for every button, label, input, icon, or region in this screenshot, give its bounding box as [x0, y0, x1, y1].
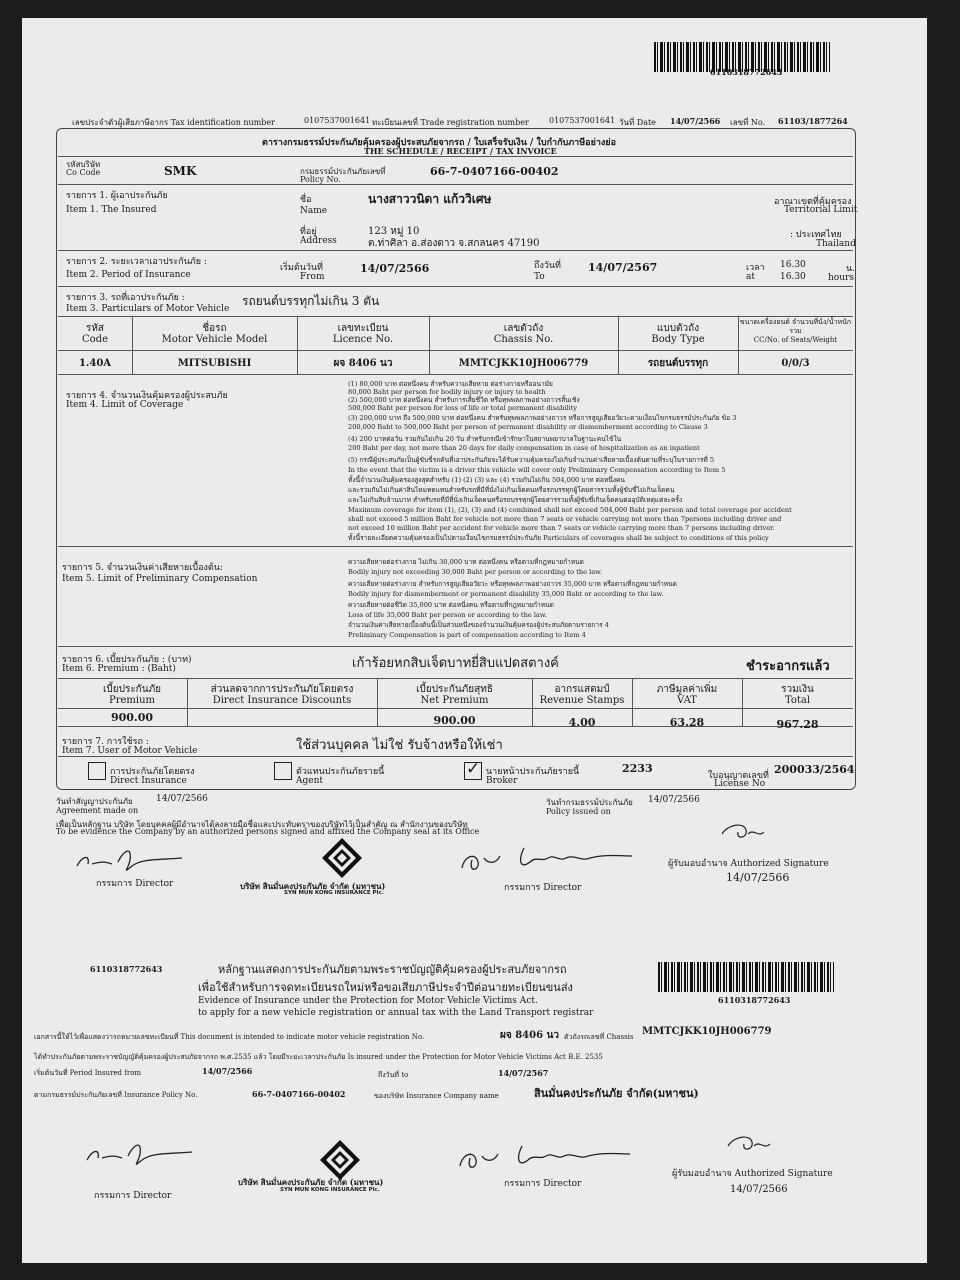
- vat-header: ภาษีมูลค่าเพิ่ม VAT: [656, 684, 718, 706]
- vehicle-licence: ผจ 8406 นว: [333, 358, 393, 369]
- evidence-company: สินมั่นคงประกันภัย จำกัด(มหาชน): [534, 1087, 699, 1100]
- broker-code: 2233: [622, 762, 653, 775]
- evidence-barcode-right-number: 6110318772643: [718, 995, 791, 1005]
- evidence-to: 14/07/2567: [498, 1068, 549, 1078]
- director-signature-2: [456, 840, 636, 876]
- vehicle-type: รถยนต์บรรทุกไม่เกิน 3 ตัน: [242, 294, 380, 308]
- policy-label-en: Policy No.: [300, 175, 341, 184]
- stamp-paid-note: ชำระอากรแล้ว: [746, 659, 830, 674]
- broker-label-en: Broker: [486, 776, 518, 786]
- time-unit-th: น.: [846, 264, 856, 274]
- vehicle-cc: 0/0/3: [781, 358, 810, 369]
- authorized-label-1: ผู้รับมอบอำนาจ Authorized Signature: [668, 859, 829, 869]
- check-mark-icon: ✓: [466, 759, 481, 779]
- evidence-policy-label: ตามกรมธรรม์ประกันภัยเลขที่ Insurance Policy No.: [34, 1091, 198, 1099]
- vehicle-header-cc: ขนาดเครื่องยนต์ จำนวนที่นั่ง/น้ำหนักรวม CC/No. of Seats/Weight: [739, 318, 852, 344]
- issued-label-th: วันทำกรมธรรม์ประกันภัย: [546, 798, 633, 807]
- agreement-date: 14/07/2566: [156, 794, 208, 804]
- evidence-statement-th: เพื่อเป็นหลักฐาน บริษัท โดยบุคคลผู้มีอำนาจได้ลงลายมือชื่อและประทับตราของบริษัทไว้เป็นสำคัญ ณ สำนักงานของบริษัท: [56, 820, 468, 829]
- evidence-statement-en: To be evidence the Company by an authorized persons signed and affixed the Company seal at its Office: [56, 827, 480, 836]
- item3-label-th: รายการ 3. รถที่เอาประกันภัย :: [66, 293, 185, 303]
- addr-label-th: ที่อยู่: [300, 227, 317, 237]
- total-value: 967.28: [776, 718, 819, 731]
- schedule-title-th: ตารางกรมธรรม์ประกันภัยคุ้มครองผู้ประสบภัยจากรถ / ใบเสร็จรับเงิน / ใบกำกับภาษีอย่างย่อ: [262, 138, 616, 148]
- tax-id-value: 0107537001641: [304, 116, 371, 125]
- item4-label-en: Item 4. Limit of Coverage: [66, 400, 184, 410]
- vehicle-header-chassis: เลขตัวถัง Chassis No.: [493, 323, 554, 345]
- vat-value: 63.28: [669, 716, 705, 729]
- company-name-th-1: บริษัท สินมั่นคงประกันภัย จำกัด (มหาชน): [240, 881, 386, 891]
- premium-header: เบี้ยประกันภัย Premium: [102, 684, 162, 706]
- trade-reg-value: 0107537001641: [549, 116, 616, 125]
- item1-label-en: Item 1. The Insured: [66, 205, 157, 215]
- evidence-title-th1: หลักฐานแสดงการประกันภัยตามพระราชบัญญัติคุ้มครองผู้ประสบภัยจากรถ: [218, 963, 567, 976]
- item4-label-th: รายการ 4. จำนวนเงินคุ้มครองผู้ประสบภัย: [66, 391, 228, 401]
- net-premium-header: เบี้ยประกันภัยสุทธิ Net Premium: [416, 684, 493, 706]
- insured-name: นางสาววนิดา แก้ววิเศษ: [368, 192, 492, 206]
- country-th: : ประเทศไทย: [790, 230, 842, 240]
- co-code-label-th: รหัสบริษัท: [66, 160, 101, 169]
- evidence-company-label: ของบริษัท Insurance Company name: [374, 1092, 499, 1100]
- vehicle-model: MITSUBISHI: [177, 358, 252, 369]
- item1-label-th: รายการ 1. ผู้เอาประกันภัย: [66, 191, 168, 201]
- director-signature-1: [72, 836, 192, 876]
- to-label-en: To: [534, 272, 545, 282]
- vehicle-chassis: MMTCJKK10JH006779: [458, 358, 589, 369]
- discount-header: ส่วนลดจากการประกันภัยโดยตรง Direct Insurance Discounts: [210, 684, 354, 706]
- policy-label-th: กรมธรรม์ประกันภัยเลขที่: [300, 167, 386, 176]
- direct-label-th: การประกันภัยโดยตรง: [110, 767, 195, 777]
- evidence-line2: ได้ทำประกันภัยตามพระราชบัญญัติคุ้มครองผู้ประสบภัยจากรถ พ.ศ.2535 แล้ว โดยมีระยะเวลาประกันภัย Is insured under the Protection for Motor Vehicle Victims Act B.E. 2535: [34, 1053, 603, 1061]
- tax-id-label: เลขประจำตัวผู้เสียภาษีอากร Tax identification number: [72, 118, 275, 127]
- time-from: 16.30: [780, 260, 806, 270]
- period-from: 14/07/2566: [360, 262, 430, 275]
- evidence-line1-prefix: เอกสารนี้ให้ไว้เพื่อแสดงว่ารถหมายเลขทะเบียนที่ This document is intended to indicate motor vehicle registration No.: [34, 1033, 425, 1041]
- issued-label-en: Policy issued on: [546, 807, 611, 816]
- from-label-th: เริ่มต้นวันที่: [280, 263, 323, 273]
- name-label-en: Name: [300, 206, 328, 216]
- authorized-date-2: 14/07/2566: [730, 1184, 788, 1195]
- evidence-title-en2: to apply for a new vehicle registration or annual tax with the Land Transport registrar: [198, 1008, 594, 1018]
- director-signature-3: [82, 1130, 202, 1170]
- company-name-th-2: บริษัท สินมั่นคงประกันภัย จำกัด (มหาชน): [238, 1177, 384, 1187]
- broker-checkbox[interactable]: [464, 759, 482, 780]
- license-label-th: ใบอนุญาตเลขที่: [708, 771, 769, 781]
- premium-value: 900.00: [110, 711, 154, 724]
- evidence-to-label: ถึงวันที่ to: [378, 1071, 409, 1079]
- doc-no-value: 61103/1877264: [778, 116, 848, 126]
- issued-date: 14/07/2566: [648, 795, 700, 805]
- vehicle-header-code: รหัส Code: [82, 323, 108, 345]
- doc-no-label: เลขที่ No.: [730, 118, 766, 127]
- item2-label-th: รายการ 2. ระยะเวลาเอาประกันภัย :: [66, 257, 207, 267]
- policy-no-value: 66-7-0407166-00402: [430, 165, 559, 178]
- time-to: 16.30: [780, 272, 806, 282]
- territory-label-th: อาณาเขตที่คุ้มครอง: [774, 197, 852, 207]
- addr-label-en: Address: [300, 236, 337, 246]
- item2-label-en: Item 2. Period of Insurance: [66, 270, 191, 280]
- evidence-chassis-label: ตัวถังรถเลขที่ Chassis: [564, 1033, 634, 1041]
- vehicle-body: รถยนต์บรรทุก: [647, 358, 709, 369]
- evidence-title-th2: เพื่อใช้สำหรับการจดทะเบียนรถใหม่หรือขอเสียภาษีประจำปีต่อนายทะเบียนขนส่ง: [198, 981, 573, 994]
- item3-label-en: Item 3. Particulars of Motor Vehicle: [66, 304, 230, 314]
- name-label-th: ชื่อ: [300, 195, 312, 205]
- evidence-title-en1: Evidence of Insurance under the Protection for Motor Vehicle Victims Act.: [198, 996, 538, 1006]
- director-label-2: กรรมการ Director: [504, 883, 582, 893]
- net-premium-value: 900.00: [433, 714, 476, 727]
- top-barcode-number: 6110318772643: [710, 67, 783, 77]
- item7-label-th: รายการ 7. การใช้รถ :: [62, 737, 149, 747]
- evidence-barcode-right: [658, 962, 834, 992]
- time-at: at: [746, 272, 755, 282]
- total-header: รวมเงิน Total: [781, 684, 814, 706]
- country-en: Thailand: [816, 239, 856, 249]
- date-label: วันที่ Date: [619, 118, 656, 127]
- company-logo-1: [320, 836, 364, 880]
- vehicle-header-body: แบบตัวถัง Body Type: [651, 323, 705, 345]
- evidence-policy: 66-7-0407166-00402: [252, 1089, 346, 1099]
- period-to: 14/07/2567: [588, 261, 658, 274]
- agent-label-th: ตัวแทนประกันภัยรายนี้: [296, 767, 385, 777]
- director-signature-4: [454, 1136, 634, 1176]
- item5-label-th: รายการ 5. จำนวนเงินค่าเสียหายเบื้องต้น:: [62, 563, 223, 573]
- to-label-th: ถึงวันที่: [534, 261, 561, 271]
- director-label-3: กรรมการ Director: [94, 1191, 172, 1201]
- date-value: 14/07/2566: [670, 116, 721, 126]
- from-label-en: From: [300, 272, 325, 282]
- director-label-1: กรรมการ Director: [96, 879, 174, 889]
- address-line1: 123 หมู่ 10: [368, 226, 420, 237]
- time-label-th: เวลา: [746, 263, 765, 273]
- director-label-4: กรรมการ Director: [504, 1179, 582, 1189]
- vehicle-header-licence: เลขทะเบียน Licence No.: [332, 323, 394, 345]
- item6-label-en: Item 6. Premium : (Baht): [62, 664, 176, 674]
- company-name-en-2: SYN MUN KONG INSURANCE Plc.: [280, 1187, 380, 1193]
- trade-reg-label: ทะเบียนเลขที่ Trade registration number: [372, 118, 529, 127]
- authorized-signature-2: [720, 1126, 780, 1156]
- premium-in-words: เก้าร้อยหกสิบเจ็ดบาทยี่สิบแปดสตางค์: [352, 656, 559, 671]
- territory-label-en: Territorial Limit: [784, 205, 858, 215]
- evidence-from-label: เริ่มต้นวันที่ Period Insured from: [34, 1069, 142, 1077]
- vehicle-use: ใช้ส่วนบุคคล ไม่ใช่ รับจ้างหรือให้เช่า: [296, 738, 503, 753]
- authorized-date-1: 14/07/2566: [726, 871, 790, 884]
- schedule-title-en: THE SCHEDULE / RECEIPT / TAX INVOICE: [364, 146, 557, 156]
- vehicle-header-model: ชื่อรถ Motor Vehicle Model: [161, 323, 268, 345]
- agreement-label-th: วันทำสัญญาประกันภัย: [56, 797, 133, 806]
- revenue-stamp-value: 4.00: [568, 716, 596, 729]
- evidence-plate: ผจ 8406 นว: [500, 1030, 559, 1041]
- item5-label-en: Item 5. Limit of Preliminary Compensation: [62, 574, 258, 584]
- item7-label-en: Item 7. User of Motor Vehicle: [62, 746, 198, 756]
- co-code-value: SMK: [164, 164, 197, 178]
- revenue-stamp-header: อากรแสตมป์ Revenue Stamps: [539, 684, 625, 706]
- authorized-label-2: ผู้รับมอบอำนาจ Authorized Signature: [672, 1169, 833, 1179]
- agreement-label-en: Agreement made on: [56, 806, 139, 815]
- item6-label-th: รายการ 6. เบี้ยประกันภัย : (บาท): [62, 655, 192, 665]
- vehicle-code: 1.40A: [78, 358, 112, 369]
- company-name-en-1: SYN MUN KONG INSURANCE Plc.: [284, 890, 384, 896]
- co-code-label-en: Co Code: [66, 168, 101, 177]
- broker-label-th: นายหน้าประกันภัยรายนี้: [486, 767, 580, 777]
- address-line2: ต.ท่าศิลา อ.ส่องดาว จ.สกลนคร 47190: [368, 238, 540, 249]
- policy-document: 6110318772643 เลขประจำตัวผู้เสียภาษีอากร Tax identification number 0107537001641 ทะเบียนเลขที่ Trade registration number 0107537001641 วันที่ Date 14/07/2566 เลขที่ No. 61103/1877264 ตารางกรมธรรม์ประกันภัยคุ้มครองผู้ประสบภัยจากรถ / ใบเสร็จรับเงิน / ใบกำกับภาษีอย่างย่อ THE SCHEDULE / RECEIPT / TAX INVOICE รหัสบริษัท Co Code SMK กรมธรรม์ประกันภัยเลขที่ Policy No. 66-7-0407166-00402 รายการ 1. ผู้เอาประกันภัย Item 1. The Insured ชื่อ Name นางสาววนิดา แก้ววิเศษ ที่อยู่ Address 123 หมู่ 10 ต.ท่าศิลา อ.ส่องดาว จ.สกลนคร 47190 อาณาเขตที่คุ้มครอง Territorial Limit : ประเทศไทย Thailand รายการ 2. ระยะเวลาเอาประกันภัย : Item 2. Period of Insurance เริ่มต้นวันที่ From 14/07/2566 ถึงวันที่ To 14/07/2567 เวลา 16.30 น. at 16.30 hours รายการ 3. รถที่เอาประกันภัย : Item 3. Particulars of Motor Vehicle รถยนต์บรรทุกไม่เกิน 3 ตัน รหัส Code ชื่อรถ Motor Vehicle Model เลขทะเบียน Licence No. เลขตัวถัง Chassis No. แบบตัวถัง Body Type ขนาดเครื่องยนต์ จำนวนที่นั่ง/น้ำหนักรวม CC/No. of Seats/Weight 1.40A MITSUBISHI ผจ 8406 นว MMTCJKK10JH006779 รถยนต์บรรทุก 0/0/3 รายการ 4. จำนวนเงินคุ้มครองผู้ประสบภัย Item 4. Limit of Coverage (1) 80,000 บาท ต่อหนึ่งคน สำหรับความเสียหาย ต่อร่างกายหรืออนามัย 80,000 Baht per person for bodily injury or injury to health (2) 500,000 บาท ต่อหนึ่งคน สำหรับการเสียชีวิต หรือทุพพลภาพอย่างถาวรสิ้นเชิง 500,000 Baht per person for loss of life or total permanent disability (3) 200,000 บาท ถึง 500,000 บาท ต่อหนึ่งคน สำหรับทุพพลภาพอย่างถาวร หรือการสูญเสียอวัยวะตามเงื่อนไขกรมธรรม์ประกันภัย ข้อ 3 200,000 Baht to 500,000 Baht per person of permanent disability or dismemberment according to Clause 3 (4) 200 บาทต่อวัน รวมกันไม่เกิน 20 วัน สำหรับกรณีเข้ารักษาในสถานพยาบาลในฐานะคนไข้ใน 200 Baht per day, not more than 20 days for daily compensation in case of hospitalization as an inpatient (5) กรณีผู้ประสบภัยเป็นผู้ขับขี่รถคันที่เอาประกันภัยจะได้รับความคุ้มครองไม่เกินจำนวนค่าเสียหายเบื้องต้นตามที่ระบุในรายการที่ 5 In the event that the victim is a driver this vehicle will cover only Preliminary Compensation according to Item 5 ทั้งนี้จำนวนเงินคุ้มครองสูงสุดสำหรับ (1) (2) (3) และ (4) รวมกันไม่เกิน 504,000 บาท ต่อหนึ่งคน และรวมกันไม่เกินค่าสินไหมทดแทนสำหรับรถที่มีที่นั่งไม่เกินเจ็ดคนหรือรถบรรทุกผู้โดยสารรวมทั้งผู้ขับขี่ไม่เกินเจ็ดคน และไม่เกินสิบล้านบาท สำหรับรถที่มีที่นั่งเกินเจ็ดคนหรือรถบรรทุกผู้โดยสารรวมทั้งผู้ขับขี่เกินเจ็ดคนต่ออุบัติเหตุแต่ละครั้ง Maximum coverage for item (1), (2), (3) and (4) combined shall not exceed 504,000 Baht per person and total coverage per accident shall not exceed 5 million Baht for vehicle not more than 7 seats or vehicle carrying not more than 7persons including driver and not exceed 10 million Baht per accident for vehicle more than 7 seats or vehicle carrying more than 7 persons including driver. ทั้งนี้รายละเอียดความคุ้มครองเป็นไปตามเงื่อนไขกรมธรรม์ประกันภัย Particulars of coverages shall be subject to conditions of this policy รายการ 5. จำนวนเงินค่าเสียหายเบื้องต้น: Item 5. Limit of Preliminary Compensation ความเสียหายต่อร่างกาย ไม่เกิน 30,000 บาท ต่อหนึ่งคน หรือตามที่กฎหมายกำหนด Bodily injury not exceeding 30,000 Baht per person or according to the law. ความเสียหายต่อร่างกาย สำหรับการสูญเสียอวัยวะ หรือทุพพลภาพอย่างถาวร 35,000 บาท หรือตามที่กฎหมายกำหนด Bodily injury for dismemberment or permanent disability 35,000 Baht or according to the law. ความเสียหายต่อชีวิต 35,000 บาท ต่อหนึ่งคน หรือตามที่กฎหมายกำหนด Loss of life 35,000 Baht per person or according to the law. จำนวนเงินค่าเสียหายเบื้องต้นนี้เป็นส่วนหนึ่งของจำนวนเงินคุ้มครองผู้ประสบภัยตามรายการ 4 Preliminary Compensation is part of compensation according to Item 4 รายการ 6. เบี้ยประกันภัย : (บาท) Item 6. Premium : (Baht) เก้าร้อยหกสิบเจ็ดบาทยี่สิบแปดสตางค์ ชำระอากรแล้ว เบี้ยประกันภัย Premium ส่วนลดจากการประกันภัยโดยตรง Direct Insurance Discounts เบี้ยประกันภัยสุทธิ Net Premium อากรแสตมป์ Revenue Stamps ภาษีมูลค่าเพิ่ม VAT รวมเงิน Total 900.00 900.00 4.00 63.28 967.28 รายการ 7. การใช้รถ : Item 7. User of Motor Vehicle ใช้ส่วนบุคคล ไม่ใช่ รับจ้างหรือให้เช่า การประกันภัยโดยตรง Direct Insurance ตัวแทนประกันภัยรายนี้ Agent ✓ นายหน้าประกันภัยรายนี้ Broker 2233 ใบอนุญาตเลขที่ License No 200033/2564 วันทำสัญญาประกันภัย 14/07/2566 Agreement made on วันทำกรมธรรม์ประกันภัย 14/07/2566 Policy issued on เพื่อเป็นหลักฐาน บริษัท โดยบุคคลผู้มีอำนาจได้ลงลายมือชื่อและประทับตราของบริษัทไว้เป็นสำคัญ ณ สำนักงานของบริษัท To be evidence the Company by an authorized persons signed and affixed the Company seal at its Office กรรมการ Director บริษัท สินมั่นคงประกันภัย จำกัด (มหาชน) SYN MUN KONG INSURANCE Plc. กรรมการ Director ผู้รับมอบอำนาจ Authorized Signature 14/07/2566 6110318772643 หลักฐานแสดงการประกันภัยตามพระราชบัญญัติคุ้มครองผู้ประสบภัยจากรถ เพื่อใช้สำหรับการจดทะเบียนรถใหม่หรือขอเสียภาษีประจำปีต่อนายทะเบียนขนส่ง Evidence of Insurance under the Protection for Motor Vehicle Victims Act. to apply for a new vehicle registration or annual tax with the Land Transport registrar 6110318772643 เอกสารนี้ให้ไว้เพื่อแสดงว่ารถหมายเลขทะเบียนที่ This document is intended to indicate motor vehicle registration No. ผจ 8406 นว ตัวถังรถเลขที่ Chassis MMTCJKK10JH006779 ได้ทำประกันภัยตามพระราชบัญญัติคุ้มครองผู้ประสบภัยจากรถ พ.ศ.2535 แล้ว โดยมีระยะเวลาประกันภัย Is insured under the Protection for Motor Vehicle Victims Act B.E. 2535 เริ่มต้นวันที่ Period Insured from 14/07/2566 ถึงวันที่ to 14/07/2567 ตามกรมธรรม์ประกันภัยเลขที่ Insurance Policy No. 66-7-0407166-00402 ของบริษัท Insurance Company name สินมั่นคงประกันภัย จำกัด(มหาชน) กรรมการ Director บริษัท สินมั่นคงประกันภัย จำกัด (มหาชน) SYN MUN KONG INSURANCE Plc. กรรมการ Director ผู้รับมอบอำนาจ Authorized Signature 14/07/2566: [22, 18, 927, 1263]
- time-unit-en: hours: [828, 273, 854, 283]
- license-label-en: License No: [714, 779, 766, 789]
- evidence-from: 14/07/2566: [202, 1066, 253, 1076]
- direct-label-en: Direct Insurance: [110, 776, 187, 786]
- agent-checkbox[interactable]: [274, 762, 292, 780]
- authorized-signature-1: [714, 814, 774, 844]
- direct-insurance-checkbox[interactable]: [88, 762, 106, 780]
- agent-label-en: Agent: [296, 776, 323, 786]
- license-no: 200033/2564: [774, 763, 855, 776]
- evidence-chassis: MMTCJKK10JH006779: [642, 1026, 772, 1037]
- evidence-barcode-left-number: 6110318772643: [90, 964, 163, 974]
